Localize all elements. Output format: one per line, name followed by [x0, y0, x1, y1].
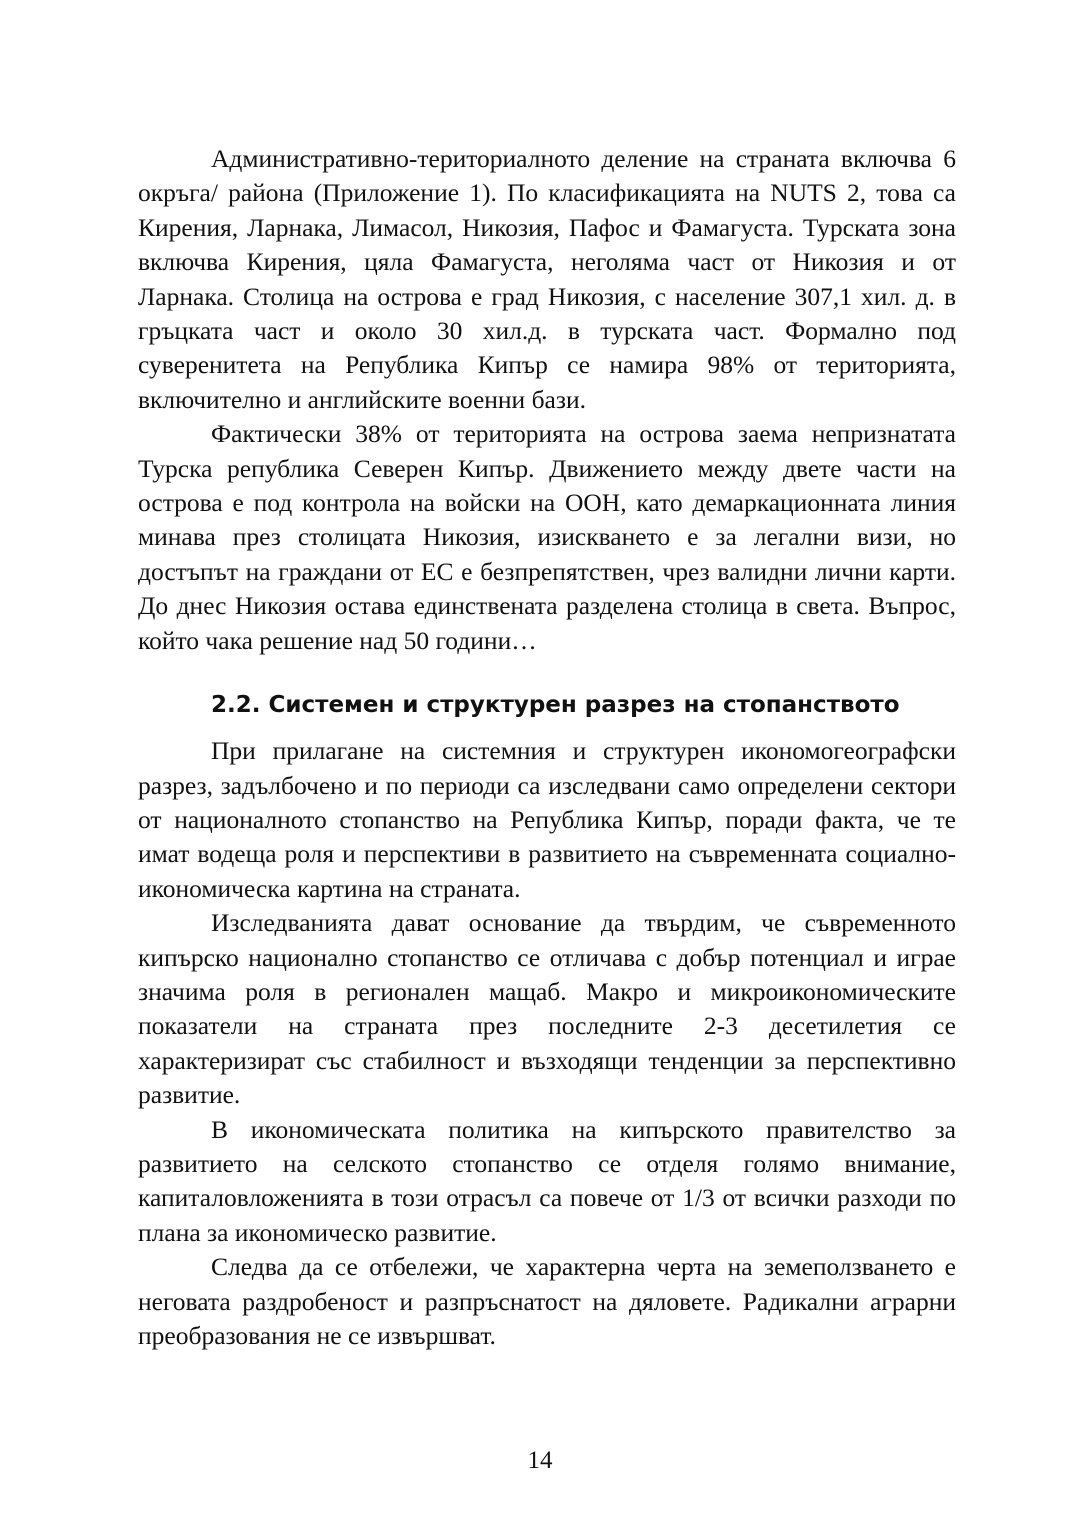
paragraph-northern-cyprus: Фактически 38% от територията на острова заема непризнатата Турска република Северен Кипър. Движението между двете части на острова е под контрола на войски на ООН, като демаркационната линия минава през столицата Никозия, изискването е за легални визи, но достъпът на граждани от ЕС е безпрепятствен, чрез валидни лични карти. До днес Никозия остава единствената разделена столица в света. Въпрос, който чака решение над 50 години… [138, 419, 956, 655]
paragraph-economic-potential: Изследванията дават основание да твърдим, че съвременното кипърско национално стопанство се отличава с добър потенциал и играе значима роля в регионален мащаб. Макро и микроикономическите показатели на страната през последните 2-3 десетилетия се характеризират със стабилност и възходящи тенденции за перспективно развитие. [138, 908, 956, 1110]
page-number: 14 [527, 1447, 553, 1474]
paragraph-agriculture-policy: В икономическата политика на кипърското правителство за развитието на селското стопанство се отделя голямо внимание, капиталовложенията в този отрасъл са повече от 1/3 от всички разходи по плана за икономическо развитие. [138, 1114, 956, 1247]
paragraph-administrative-division: Административно-териториалното деление на страната включва 6 окръга/ района (Приложение 1). По класификацията на NUTS 2, това са Кирения, Ларнака, Лимасол, Никозия, Пафос и Фамагуста. Турската зона включва Кирения, цяла Фамагуста, неголяма част от Никозия и от Ларнака. Столица на острова е град Никозия, с население 307,1 хил. д. в гръцката част и около 30 хил.д. в турската част. Формално под суверенитета на Република Кипър се намира 98% от територията, включително и английските военни бази. [138, 144, 956, 414]
body-text [138, 142, 956, 1353]
paragraph-systemic-analysis: При прилагане на системния и структурен икономогеографски разрез, задълбочено и по периоди са изследвани само определени сектори от националното стопанство на Република Кипър, поради факта, че те имат водеща роля и перспективи в развитието на съвременната социално-икономическа картина на страната. [138, 736, 956, 903]
section-heading: 2.2. Системен и структурен разрез на стопанството [211, 692, 900, 719]
paragraph-land-use: Следва да се отбележи, че характерна черта на земеползването е неговата раздробеност и разпръснатост на дяловете. Радикални аграрни преобразования не се извършват. [138, 1252, 956, 1350]
